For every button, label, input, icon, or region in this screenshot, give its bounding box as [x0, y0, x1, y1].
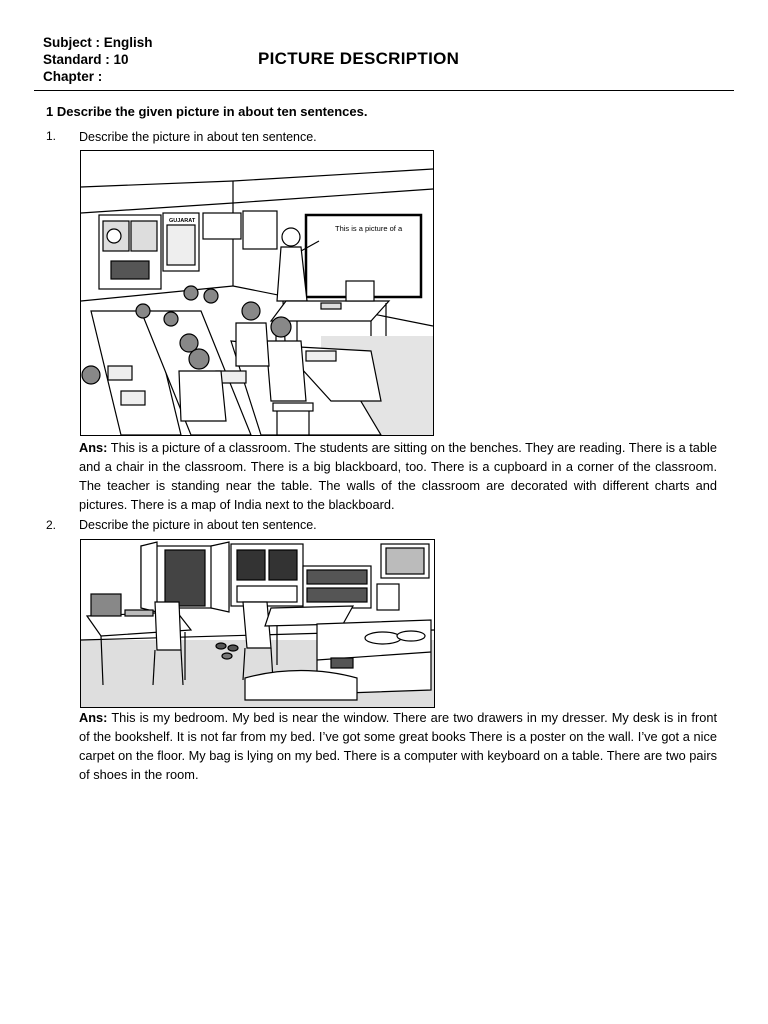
- bedroom-illustration: [80, 539, 435, 708]
- item-prompt-1: Describe the picture in about ten sentence.: [79, 130, 317, 144]
- chart-label: GUJARAT: [169, 218, 196, 224]
- standard-label: Standard : 10: [43, 52, 129, 67]
- answer-1: [79, 438, 717, 514]
- blackboard-text: This is a picture of a: [335, 224, 403, 233]
- ans-label-1: Ans:: [79, 440, 108, 455]
- item-prompt-2: Describe the picture in about ten sentence.: [79, 518, 317, 532]
- answer-2: [79, 708, 717, 784]
- subject-label: Subject : English: [43, 35, 153, 50]
- item-number-1: 1.: [46, 129, 57, 143]
- page-title: PICTURE DESCRIPTION: [258, 49, 460, 68]
- ans-label-2: Ans:: [79, 710, 108, 725]
- classroom-illustration: [80, 150, 434, 436]
- answer-text-1: This is a picture of a classroom. The students are sitting on the benches. They are reading. There is a table and a chair in the classroom. There is a big blackboard, too. There is a cupboard in a corner of the classroom. The teacher is standing near the table. The walls of the classroom are decorated with different charts and pictures. There is a map of India next to the blackboard.: [79, 440, 717, 512]
- header-divider: [34, 90, 734, 91]
- item-number-2: 2.: [46, 518, 57, 532]
- answer-text-2: This is my bedroom. My bed is near the window. There are two drawers in my dresser. My desk is in front of the bookshelf. It is not far from my bed. I’ve got some great books There is a poster on the wall. I’ve got a nice carpet on the floor. My bag is lying on my bed. There is a computer with keyboard on a table. There are two pairs of shoes in the room.: [79, 710, 717, 782]
- chapter-label: Chapter :: [43, 69, 103, 84]
- question-heading: 1 Describe the given picture in about ten sentences.: [46, 104, 368, 119]
